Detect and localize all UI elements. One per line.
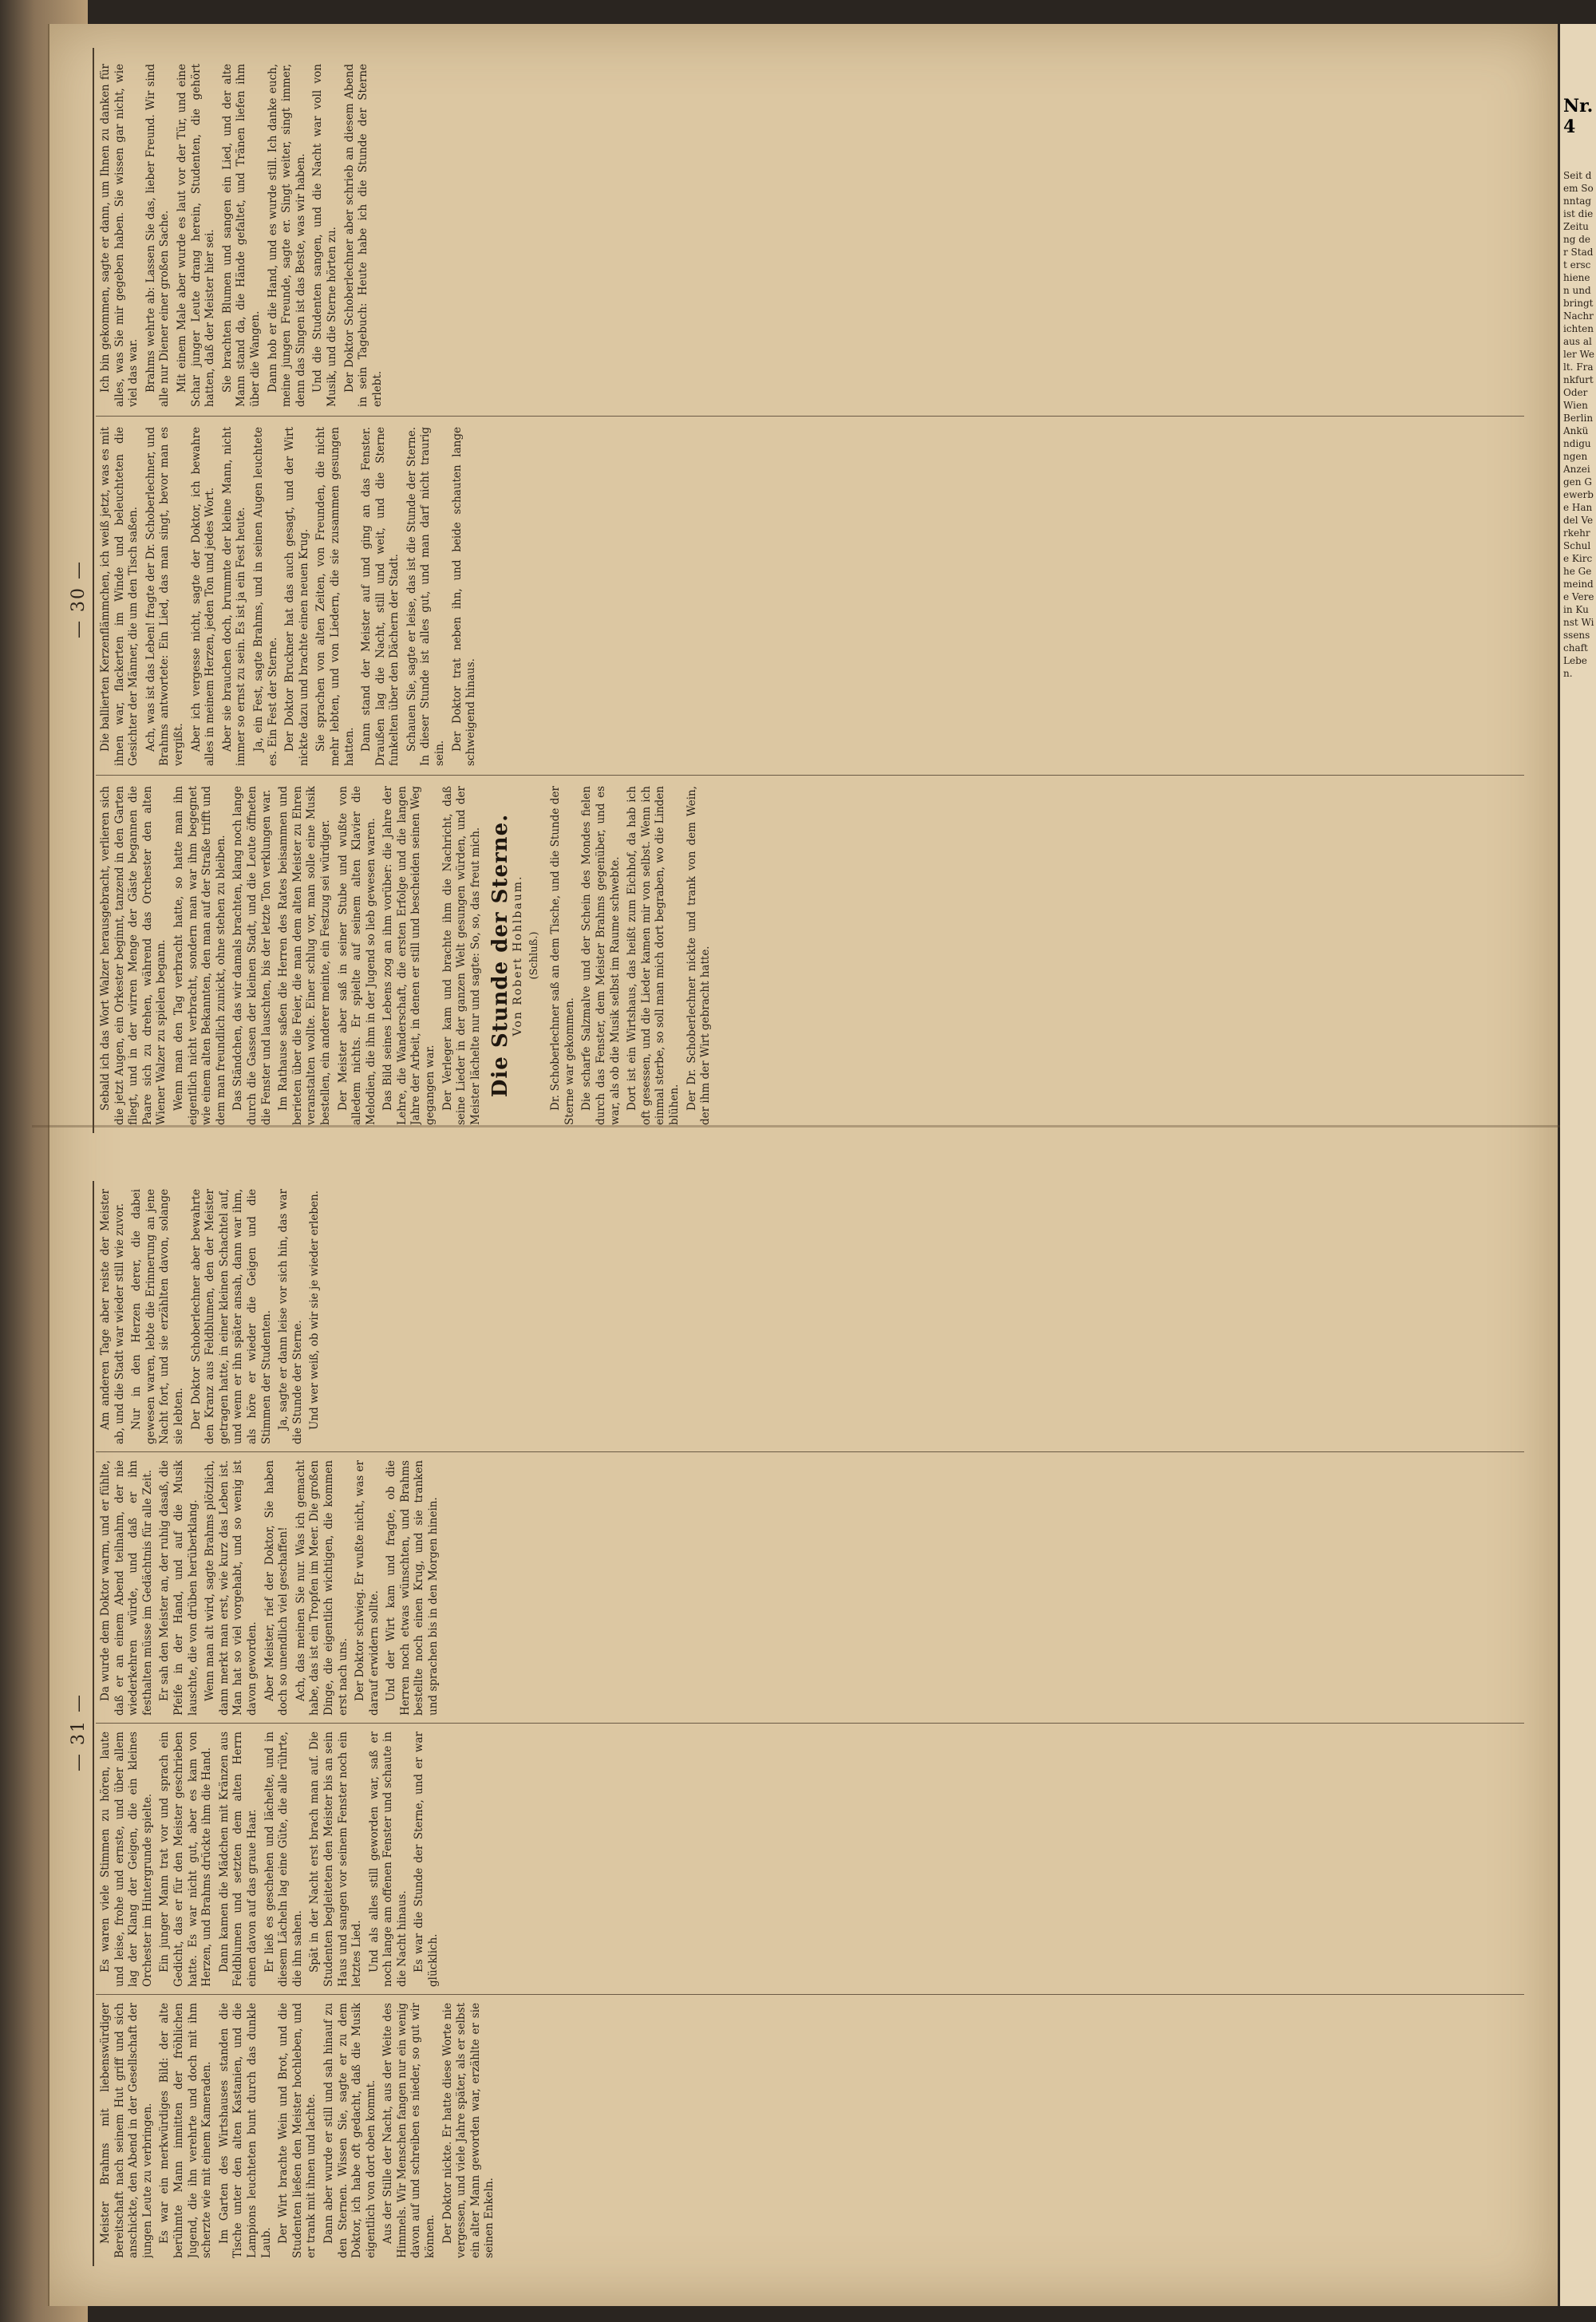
masthead: Nr. 4	[1563, 96, 1594, 137]
paragraph: Dann hob er die Hand, und es wurde still. Ich danke euch, meine jungen Freunde, sagte er. Singt weiter, singt immer, denn das Singen ist das Beste, was wir haben.	[266, 64, 307, 407]
paragraph: Der Doktor Schoberlechner aber bewahrte den Kranz aus Feldblumen, den der Meister getragen hatte, in einer kleinen Schachtel auf, und wenn er ihn später ansah, dann war ihm, als höre er wieder die Geigen und die Stimmen der Studenten.	[189, 1189, 273, 1444]
header-rule	[93, 1181, 94, 2266]
paragraph: Der Doktor Bruckner hat das auch gesagt, und der Wirt nickte dazu und brachte einen neuen Krug.	[283, 427, 310, 766]
column-rule	[96, 1451, 1524, 1452]
paragraph: Der Doktor trat neben ihn, und beide schauten lange schweigend hinaus.	[450, 427, 478, 766]
paragraph: Der Dr. Schoberlechner nickte und trank von dem Wein, der ihm der Wirt gebracht hatte.	[685, 786, 713, 1125]
paragraph: Es war ein merkwürdiges Bild: der alte berühmte Mann inmitten der fröhlichen Jugend, die ihn verehrte und doch mit ihm scherzte wie mit einem Kameraden.	[158, 2003, 214, 2258]
paragraph: Und wer weiß, ob wir sie je wieder erleben.	[308, 1190, 322, 1430]
paragraph: Dr. Schoberlechner saß an dem Tische, und die Stunde der Sterne war gekommen.	[549, 786, 576, 1125]
page-number: — 30 —	[69, 560, 89, 638]
paragraph: Der Doktor schwieg. Er wußte nicht, was er darauf erwidern sollte.	[354, 1460, 381, 1716]
paragraph: Er ließ es geschehen und lächelte, und in diesem Lächeln lag eine Güte, die alle rührte, die ihn sahen.	[263, 1732, 304, 1987]
column-4	[99, 1189, 1524, 1444]
strip-text: Seit dem Sonntag ist die Zeitung der Stadt erschienen und bringt Nachrichten aus aller Welt. Frankfurt Oder Wien Berlin Ankündigungen Anzeigen Gewerbe Handel Verkehr Schule Kirche Gemeinde Verein Kunst Wissenschaft Leben.	[1563, 170, 1594, 679]
paragraph: Ein junger Mann trat vor und sprach ein Gedicht, das er für den Meister geschrieben hatte. Es war nicht gut, aber es kam von Herzen, und Brahms drückte ihm die Hand.	[158, 1732, 214, 1987]
paragraph: Im Rathause saßen die Herren des Rates beisammen und berieten über die Feier, die man dem alten Meister zu Ehren veranstalten wollte. Einer schlug vor, man solle eine Musik bestellen, ein anderer meinte, ein Festzug sei würdiger.	[277, 786, 332, 1125]
paragraph: Am anderen Tage aber reiste der Meister ab, und die Stadt war wieder still wie zuvor.	[99, 1189, 126, 1444]
paragraph: Dort ist ein Wirtshaus, das heißt zum Eichhof, da hab ich oft gesessen, und die Lieder kamen mir von selbst. Wenn ich einmal sterbe, so soll man mich dort begraben, wo die Linden blühen.	[626, 786, 681, 1125]
paragraph: Die ballierten Kerzenflämmchen, ich weiß jetzt, was es mit ihnen war, flackerten im Winde und beleuchteten die Gesichter der Männer, die um den Tisch saßen.	[99, 427, 140, 766]
paragraph: Sie brachten Blumen und sangen ein Lied, und der alte Mann stand da, die Hände gefaltet, und Tränen liefen ihm über die Wangen.	[220, 64, 262, 407]
paragraph: Aber ich vergesse nicht, sagte der Doktor, ich bewahre alles in meinem Herzen, jeden Ton und jedes Wort.	[189, 427, 217, 766]
column-rule	[96, 1723, 1524, 1724]
paragraph: Dann stand der Meister auf und ging an das Fenster. Draußen lag die Nacht, still und weit, und die Sterne funkelten über den Dächern der Stadt.	[360, 427, 401, 766]
paragraph: Es war die Stunde der Sterne, und er war glücklich.	[413, 1732, 440, 1987]
paragraph: Es waren viele Stimmen zu hören, laute und leise, frohe und ernste, und über allem lag der Klang der Geigen, die ein kleines Orchester im Hintergrunde spielte.	[99, 1732, 154, 1987]
column-1	[99, 2003, 1524, 2258]
paragraph: Und die Studenten sangen, und die Nacht war voll von Musik, und die Sterne hörten zu.	[311, 64, 338, 407]
paragraph: Ja, ein Fest, sagte Brahms, und in seinen Augen leuchtete es. Ein Fest der Sterne.	[251, 427, 279, 766]
paragraph: Spät in der Nacht erst brach man auf. Die Studenten begleiteten den Meister bis an sein Haus und sangen vor seinem Fenster noch ein letztes Lied.	[308, 1732, 364, 1987]
paragraph: Aus der Stille der Nacht, aus der Weite des Himmels. Wir Menschen fangen nur ein wenig davon auf und schreiben es nieder, so gut wir können.	[381, 2003, 437, 2258]
paragraph: Der Wirt brachte Wein und Brot, und die Studenten ließen den Meister hochleben, und er trank mit ihnen und lachte.	[277, 2003, 318, 2258]
paragraph: Brahms wehrte ab: Lassen Sie das, lieber Freund. Wir sind alle nur Diener einer großen Sache.	[144, 64, 172, 407]
paragraph: Und der Wirt kam und fragte, ob die Herren noch etwas wünschten, und Brahms bestellte noch einen Krug, und sie tranken und sprachen bis in den Morgen hinein.	[385, 1460, 440, 1716]
paragraph: Mit einem Male aber wurde es laut vor der Tür, und eine Schar junger Leute drang herein, Studenten, die gehört hatten, daß der Meister hier sei.	[175, 64, 217, 407]
column-3	[99, 1460, 1524, 1716]
paragraph: Aber Meister, rief der Doktor, Sie haben doch so unendlich viel geschaffen!	[263, 1460, 290, 1716]
page-fold	[32, 1125, 1564, 1127]
paragraph: Da wurde dem Doktor warm, und er fühlte, daß er an einem Abend teilnahm, der nie wiederkehren würde, und daß er ihn festhalten müsse im Gedächtnis für alle Zeit.	[99, 1460, 154, 1716]
paragraph: Wenn man alt wird, sagte Brahms plötzlich, dann merkt man erst, wie kurz das Leben ist. Man hat so viel vorgehabt, und so wenig ist davon geworden.	[203, 1460, 259, 1716]
column-rule	[96, 775, 1524, 776]
paragraph: Nur in den Herzen derer, die dabei gewesen waren, lebte die Erinnerung an jene Nacht fort, und sie erzählten davon, solange sie lebten.	[130, 1189, 185, 1444]
page-30	[64, 48, 1532, 1133]
header-rule	[93, 48, 94, 1133]
story-author: Von Robert Hohlbaum.	[512, 875, 525, 1037]
paragraph: Ja, sagte er dann leise vor sich hin, das war die Stunde der Sterne.	[277, 1189, 304, 1444]
paragraph: Das Bild seines Lebens zog an ihm vorüber: die Jahre der Lehre, die Wanderschaft, die ersten Erfolge und die langen Jahre der Arbeit, in denen er still und bescheiden seinen Weg gegangen war.	[381, 786, 437, 1125]
paragraph: Die scharfe Salzmalve und der Schein des Mondes fielen durch das Fenster, dem Meister Brahms gegenüber, und es war, als ob die Musik selbst im Raume schwebte.	[580, 786, 622, 1125]
page-number: — 31 —	[69, 1693, 89, 1771]
paragraph: Der Verleger kam und brachte ihm die Nachricht, daß seine Lieder in der ganzen Welt gesungen würden, und der Meister lächelte nur und sagte: So, so, das freut mich.	[440, 786, 482, 1125]
paragraph: Der Doktor Schoberlechner aber schrieb an diesem Abend in sein Tagebuch: Heute habe ich die Stunde der Sterne erlebt.	[342, 64, 384, 407]
paragraph: Aber sie brauchen doch, brummte der kleine Mann, nicht immer so ernst zu sein. Es ist ja ein Fest heute.	[220, 427, 248, 766]
paragraph: Meister Brahms mit liebenswürdiger Bereitschaft nach seinem Hut griff und sich anschickte, den Abend in der Gesellschaft der jungen Leute zu verbringen.	[99, 2003, 154, 2258]
next-page-strip	[1560, 24, 1596, 2306]
column-rule	[96, 416, 1524, 417]
paragraph: Ach, das meinen Sie nur. Was ich gemacht habe, das ist ein Tropfen im Meer. Die großen Dinge, die eigentlich wichtigen, die kommen erst nach uns.	[294, 1460, 350, 1716]
column-2	[99, 1732, 1524, 1987]
column-1	[99, 786, 1524, 1125]
paragraph: Ich bin gekommen, sagte er dann, um Ihnen zu danken für alles, was Sie mir gegeben haben. Sie wissen gar nicht, wie viel das war.	[99, 64, 140, 407]
paragraph: Sie sprachen von alten Zeiten, von Freunden, die nicht mehr lebten, und von Liedern, die sie zusammen gesungen hatten.	[314, 427, 356, 766]
paragraph: Wenn man den Tag verbracht hatte, so hatte man ihn eigentlich nicht verbracht, sondern man war ihm begegnet wie einem alten Bekannten, den man auf der Straße trifft und dem man freundlich zunickt, ohne stehen zu bleiben.	[172, 786, 227, 1125]
paragraph: Dann kamen die Mädchen mit Kränzen aus Feldblumen und setzten dem alten Herrn einen davon auf das graue Haar.	[217, 1732, 259, 1987]
column-3	[99, 64, 1524, 407]
paragraph: Und als alles still geworden war, saß er noch lange am offenen Fenster und schaute in die Nacht hinaus.	[367, 1732, 409, 1987]
paragraph: Sebald ich das Wort Walzer herausgebracht, verlieren sich die jetzt Augen, ein Orkester beginnt, tanzend in den Garten fliegt, und in der wirren Menge der Gäste begannen die Paare sich zu drehen, während das Orchester den alten Wiener Walzer zu spielen begann.	[99, 786, 168, 1125]
story-note: (Schluß.)	[527, 931, 540, 980]
paragraph: Der Meister aber saß in seiner Stube und wußte von alledem nichts. Er spielte auf seinem alten Klavier die Melodien, die ihm in der Jugend so lieb gewesen waren.	[336, 786, 377, 1125]
paragraph: Er sah den Meister an, der ruhig dasaß, die Pfeife in der Hand, und auf die Musik lauschte, die von drüben herüberklang.	[158, 1460, 200, 1716]
page-31	[64, 1181, 1532, 2266]
paragraph: Schauen Sie, sagte er leise, das ist die Stunde der Sterne. In dieser Stunde ist alles gut, und man darf nicht traurig sein.	[405, 427, 447, 766]
column-2	[99, 427, 1524, 766]
paragraph: Dann aber wurde er still und sah hinauf zu den Sternen. Wissen Sie, sagte er zu dem Doktor, ich habe oft gedacht, daß die Musik eigentlich von dort oben kommt.	[322, 2003, 377, 2258]
story-title: Die Stunde der Sterne.	[488, 813, 513, 1098]
paragraph: Ach, was ist das Leben! fragte der Dr. Schoberlechner, und Brahms antwortete: Ein Lied, das man singt, bevor man es vergißt.	[144, 427, 185, 766]
page-30-content	[64, 48, 1532, 1133]
paragraph: Der Doktor nickte. Er hatte diese Worte nie vergessen, und viele Jahre später, als er selbst ein alter Mann geworden war, erzählte er sie seinen Enkeln.	[440, 2003, 496, 2258]
column-rule	[96, 1994, 1524, 1995]
paragraph: Im Garten des Wirtshauses standen die Tische unter den alten Kastanien, und die Lampions leuchteten bunt durch das dunkle Laub.	[217, 2003, 273, 2258]
rotated-page-spread	[64, 48, 1532, 2282]
paragraph: Das Ständchen, das wir damals brachten, klang noch lange durch die Gassen der kleinen Stadt, und die Leute öffneten die Fenster und lauschten, bis der letzte Ton verklungen war.	[231, 786, 273, 1125]
page-31-content	[64, 1181, 1532, 2266]
